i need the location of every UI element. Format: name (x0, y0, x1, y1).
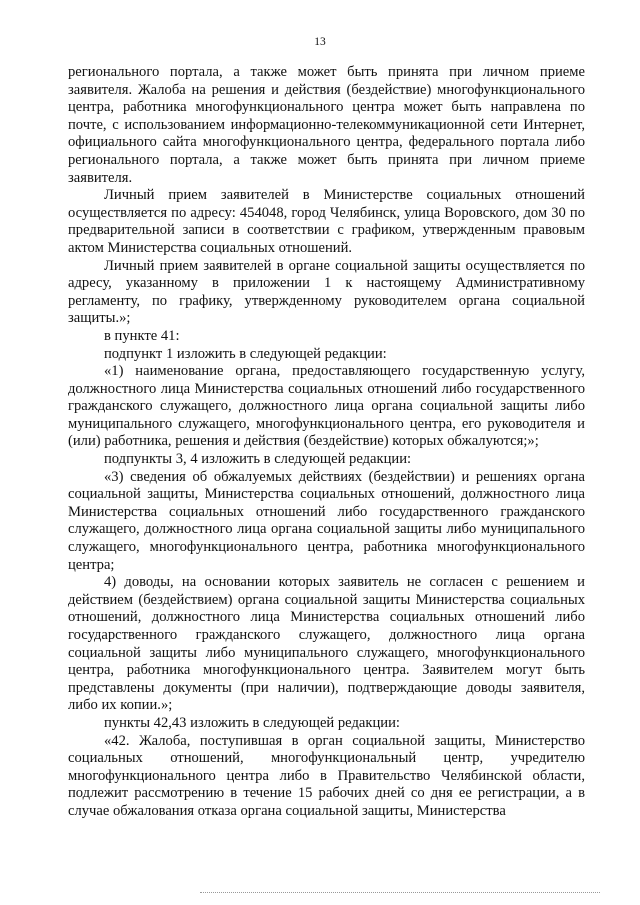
paragraph-8: «3) сведения об обжалуемых действиях (бездействии) и решениях органа социальной защиты, Министерства социальных отношений, должностного лица Министерства социальных отношений либо государственного гражданского служащего, должностного лица органа социальной защиты либо муниципального служащего, многофункционального центра, работника многофункционального центра; (68, 468, 585, 573)
paragraph-4: в пункте 41: (104, 327, 180, 344)
paragraph-3: Личный прием заявителей в органе социальной защиты осуществляется по адресу, указанному в приложении 1 к настоящему Административному регламенту, по графику, утвержденному руководителем органа социальной защиты.»; (68, 257, 585, 327)
paragraph-10: пункты 42,43 изложить в следующей редакции: (104, 714, 400, 731)
paragraph-7: подпункты 3, 4 изложить в следующей редакции: (104, 451, 412, 468)
footer-divider (200, 892, 600, 893)
paragraph-6: «1) наименование органа, предоставляющего государственную услугу, должностного лица Министерства социальных отношений либо государственного гражданского служащего, должностного лица органа социальной защиты либо муниципального служащего, многофункционального центра, его руководителя и (или) работника, решения и действия (бездействие) которых обжалуются;»; (68, 363, 585, 450)
paragraph-5: подпункт 1 изложить в следующей редакции: (104, 345, 387, 362)
page-number: 13 (314, 36, 326, 48)
paragraph-9: 4) доводы, на основании которых заявитель не согласен с решением и действием (бездействием) органа социальной защиты Министерства социальных отношений, должностного лица Министерства социальных отношений либо государственного гражданского служащего, должностного лица органа социальной защиты либо муниципального служащего, многофункционального центра, работника многофункционального центра. Заявителем могут быть представлены документы (при наличии), подтверждающие доводы заявителя, либо их копии.»; (68, 574, 585, 714)
paragraph-11: «42. Жалоба, поступившая в орган социальной защиты, Министерство социальных отношений, многофункциональный центр, учредителю многофункционального центра либо в Правительство Челябинской области, подлежит рассмотрению в течение 15 рабочих дней со дня ее регистрации, а в случае обжалования отказа органа социальной защиты, Министерства (68, 732, 585, 819)
document-body (68, 64, 585, 821)
paragraph-1: регионального портала, а также может быть принята при личном приеме заявителя. Жалоба на решения и действия (бездействие) многофункционального центра, работника многофункционального центра может быть направлена по почте, с использованием информационно-телекоммуникационной сети Интернет, официального сайта многофункционального центра, федерального портала либо регионального портала, а также может быть принята при личном приеме заявителя. (68, 64, 585, 186)
paragraph-2: Личный прием заявителей в Министерстве социальных отношений осуществляется по адресу: 454048, город Челябинск, улица Воровского, дом 30 по предварительной записи в соответствии с графиком, утвержденным правовым актом Министерства социальных отношений. (68, 187, 585, 256)
